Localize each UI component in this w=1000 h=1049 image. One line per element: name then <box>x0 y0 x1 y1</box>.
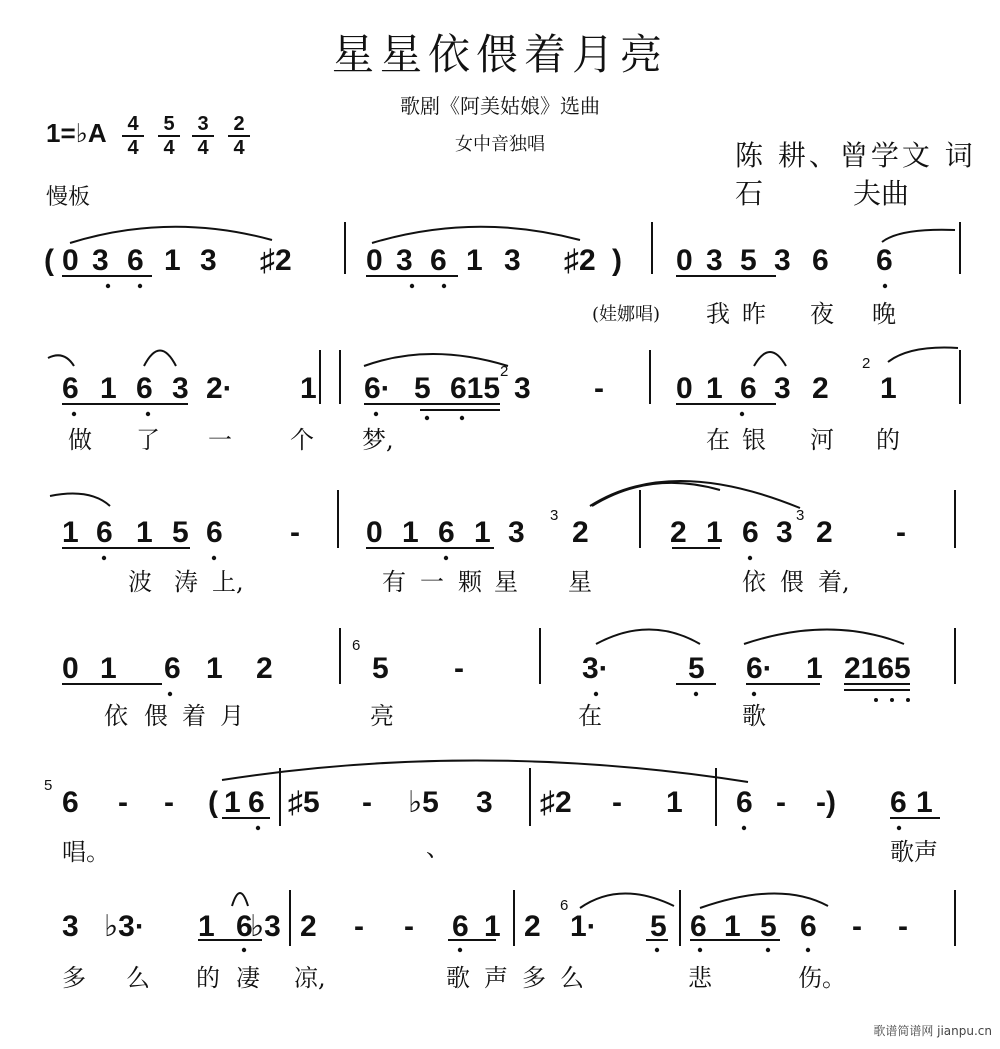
note: - <box>896 516 906 549</box>
note: 1 <box>880 372 897 405</box>
note: 6 <box>164 652 181 685</box>
lyric: 着 <box>182 702 206 730</box>
lyric: 晚 <box>872 300 896 328</box>
lyric: 星 <box>494 568 518 596</box>
note: 5 <box>760 910 777 943</box>
lyrics-line-6 <box>62 964 846 992</box>
note: 6 <box>876 244 893 277</box>
lyricist-credit: 陈 耕、曾学文 词 <box>735 139 976 172</box>
lyric: 在 <box>706 426 730 454</box>
note: 1 <box>466 244 483 277</box>
note: ( <box>44 244 54 277</box>
note: 6 <box>690 910 707 943</box>
note: 0 <box>366 244 383 277</box>
note: 2 <box>812 372 829 405</box>
note: 1 <box>666 786 683 819</box>
time-signature-2-4: 2 4 <box>228 114 250 158</box>
note: 3 <box>776 516 793 549</box>
lyric: 星 <box>568 568 592 596</box>
note: 1 <box>706 516 723 549</box>
note: 6· <box>364 372 391 405</box>
lyric: 河 <box>810 426 834 454</box>
note: 615 <box>450 372 501 405</box>
time-signature-4-4: 4 4 <box>122 114 144 158</box>
composer-credit: 石 夫曲 <box>735 177 910 210</box>
note: 0 <box>676 372 693 405</box>
lyric: 梦, <box>362 426 394 454</box>
note: 3 <box>774 244 791 277</box>
note: - <box>118 786 128 819</box>
notes-line-2 <box>62 372 897 405</box>
note: 3 <box>200 244 217 277</box>
lyric: 歌声 <box>890 838 938 866</box>
lyric: 着, <box>818 568 850 596</box>
lyrics-line-4 <box>104 702 766 730</box>
note: 2 <box>256 652 273 685</box>
note: 6 <box>62 372 79 405</box>
lyric: (娃娜唱) <box>592 304 661 325</box>
note: ♯2 <box>540 786 572 819</box>
note: ♭3 <box>250 910 281 943</box>
note: 6 <box>96 516 113 549</box>
grace-notes-line-6 <box>560 897 568 914</box>
grace-notes-line-4 <box>352 637 360 654</box>
note: 6 <box>452 910 469 943</box>
grace-note: 3 <box>550 507 559 524</box>
note: 3 <box>396 244 413 277</box>
notes-line-6 <box>62 910 908 943</box>
lyric: 么 <box>560 964 584 992</box>
lyric: 歌 <box>742 702 766 730</box>
note: 1 <box>100 372 117 405</box>
note: ♭3· <box>104 910 145 943</box>
lyric: 唱。 <box>62 838 110 866</box>
lyric: 有 <box>382 568 406 596</box>
note: - <box>898 910 908 943</box>
lyric: 凉, <box>294 964 326 992</box>
note: 6 <box>812 244 829 277</box>
note: 1 <box>224 786 241 819</box>
note: 6 <box>438 516 455 549</box>
lyric: 悲 <box>688 964 712 992</box>
note: 6 <box>740 372 757 405</box>
time-signature-5-4: 5 4 <box>158 114 180 158</box>
note: 5 <box>688 652 705 685</box>
note: 1 <box>62 516 79 549</box>
note: 3 <box>172 372 189 405</box>
note: ♯5 <box>288 786 320 819</box>
tempo-marking: 慢板 <box>46 185 91 210</box>
lyric: 颗 <box>458 568 482 596</box>
note: - <box>164 786 174 819</box>
note: 6 <box>127 244 144 277</box>
lyric: 了 <box>136 426 160 454</box>
grace-note: 2 <box>862 355 871 372</box>
note: 6 <box>206 516 223 549</box>
lyric: 昨 <box>742 300 766 328</box>
lyric: 月 <box>220 702 244 730</box>
note: 3 <box>92 244 109 277</box>
lyric: 一 <box>208 426 232 454</box>
note: 1 <box>198 910 215 943</box>
note: 1 <box>724 910 741 943</box>
grace-note: 6 <box>352 637 361 654</box>
note: 1 <box>164 244 181 277</box>
lyric: 的 <box>876 426 900 454</box>
note: 6 <box>800 910 817 943</box>
lyric: 波 <box>128 568 152 596</box>
note: 1 <box>706 372 723 405</box>
lyric: 亮 <box>370 702 394 730</box>
lyric: 一 <box>420 568 444 596</box>
note: 3 <box>514 372 531 405</box>
note: 5 <box>650 910 667 943</box>
lyric: 么 <box>126 964 150 992</box>
note: - <box>454 652 464 685</box>
note: - <box>290 516 300 549</box>
time-signature-3-4: 3 4 <box>192 114 214 158</box>
lyric: 、 <box>426 834 450 862</box>
note: - <box>612 786 622 819</box>
note: 0 <box>62 244 79 277</box>
notes-line-4 <box>62 652 911 685</box>
lyrics-line-1 <box>592 300 896 328</box>
lyric: 偎 <box>780 568 804 596</box>
note: ) <box>612 244 622 277</box>
site-watermark: 歌谱简谱网 jianpu.cn <box>873 1024 992 1038</box>
lyric: 多 <box>62 964 86 992</box>
note: 1 <box>402 516 419 549</box>
lyrics-line-5 <box>62 834 938 866</box>
notes-line-5 <box>62 786 933 819</box>
note: -) <box>816 786 836 819</box>
note: 2 <box>670 516 687 549</box>
note: 6 <box>248 786 265 819</box>
grace-note: 5 <box>44 777 53 794</box>
note: 0 <box>62 652 79 685</box>
lyric: 的 <box>196 964 220 992</box>
note: 2· <box>206 372 233 405</box>
note: 6· <box>746 652 773 685</box>
note: 2 <box>300 910 317 943</box>
note: 1 <box>806 652 823 685</box>
note: 6 <box>742 516 759 549</box>
note: 6 <box>736 786 753 819</box>
lyric: 歌 <box>446 964 470 992</box>
lyric: 做 <box>68 426 92 454</box>
note: - <box>362 786 372 819</box>
note: 3 <box>706 244 723 277</box>
lyric: 在 <box>578 702 602 730</box>
lyric: 我 <box>706 300 730 328</box>
lyric: 声 <box>484 964 508 992</box>
note: 3 <box>62 910 79 943</box>
note: 1 <box>916 786 933 819</box>
notes-line-3 <box>62 516 906 549</box>
lyric: 依 <box>742 568 766 596</box>
song-subtitle: 歌剧《阿美姑娘》选曲 <box>400 94 600 118</box>
note: ♯2 <box>564 244 596 277</box>
note: ( <box>208 786 218 819</box>
note: 1 <box>474 516 491 549</box>
grace-notes-line-5 <box>44 777 52 794</box>
note: - <box>594 372 604 405</box>
lyric: 偎 <box>144 702 168 730</box>
note: 1· <box>570 910 597 943</box>
voice-type: 女中音独唱 <box>455 134 545 155</box>
grace-note: 2 <box>500 363 509 380</box>
note: 3 <box>476 786 493 819</box>
note: 1 <box>100 652 117 685</box>
lyrics-line-2 <box>68 426 900 454</box>
note: 5 <box>414 372 431 405</box>
song-title: 星星依偎着月亮 <box>331 30 668 79</box>
note: 5 <box>172 516 189 549</box>
note: 1 <box>136 516 153 549</box>
note: - <box>354 910 364 943</box>
note: 2165 <box>844 652 911 685</box>
lyric: 银 <box>742 426 766 454</box>
lyric: 涛 <box>174 568 198 596</box>
note: 3· <box>582 652 609 685</box>
note: 6 <box>136 372 153 405</box>
note: 6 <box>236 910 253 943</box>
lyric: 个 <box>290 426 314 454</box>
note: - <box>852 910 862 943</box>
grace-note: 6 <box>560 897 569 914</box>
note: ♭5 <box>408 786 439 819</box>
note: 3 <box>774 372 791 405</box>
note: 6 <box>430 244 447 277</box>
note: 0 <box>366 516 383 549</box>
note: 1 <box>206 652 223 685</box>
note: 2 <box>524 910 541 943</box>
note: - <box>776 786 786 819</box>
note: ♯2 <box>260 244 292 277</box>
notes-line-1 <box>44 244 893 277</box>
lyric: 伤。 <box>798 964 846 992</box>
note: 2 <box>816 516 833 549</box>
note: 3 <box>508 516 525 549</box>
note: 6 <box>62 786 79 819</box>
lyric: 凄 <box>236 964 260 992</box>
grace-note: 3 <box>796 507 805 524</box>
note: 1 <box>484 910 501 943</box>
note: 0 <box>676 244 693 277</box>
note: - <box>404 910 414 943</box>
note: 6 <box>890 786 907 819</box>
note: 1 <box>300 372 317 405</box>
lyric: 依 <box>104 702 128 730</box>
note: 3 <box>504 244 521 277</box>
note: 2 <box>572 516 589 549</box>
note: 5 <box>372 652 389 685</box>
lyric: 夜 <box>810 300 834 328</box>
key-signature: 1=♭A <box>46 118 107 148</box>
note: 5 <box>740 244 757 277</box>
lyric: 多 <box>522 964 546 992</box>
lyrics-line-3 <box>128 568 850 596</box>
lyric: 上, <box>212 568 244 596</box>
